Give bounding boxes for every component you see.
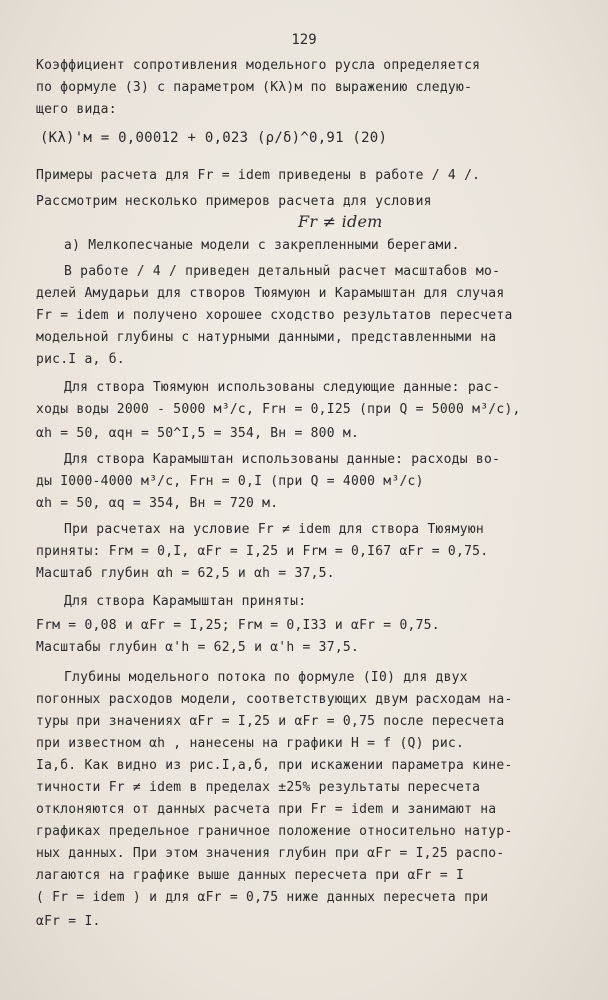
text-line: ходы воды 2000 - 5000 м³/с, Frн = 0,I25 (при Q = 5000 м³/с), [36,402,521,417]
text-line: Fr = idem и получено хорошее сходство результатов пересчета [36,308,513,323]
text-line: Масштаб глубин αh = 62,5 и αh = 37,5. [36,566,335,581]
text-line: Примеры расчета для Fr = idem приведены в работе / 4 /. [36,168,481,183]
formula-line: (Kλ)'м = 0,00012 + 0,023 (ρ/δ)^0,91 (20) [40,130,388,146]
text-line: Frм = 0,08 и αFr = I,25; Frм = 0,I33 и αFr = 0,75. [36,618,440,633]
text-line: лагаются на графике выше данных пересчета при αFr = I [36,868,465,883]
text-line: Глубины модельного потока по формуле (I0) для двух [64,670,468,685]
text-line: модельной глубины с натурными данными, представленными на [36,330,497,345]
text-line: Для створа Тюямуюн использованы следующие данные: рас- [64,380,501,395]
text-line: В работе / 4 / приведен детальный расчет масштабов мо- [64,264,501,279]
text-line: αh = 50, αqн = 50^I,5 = 354, Bн = 800 м. [36,426,360,441]
text-line: туры при значениях αFr = I,25 и αFr = 0,75 после пересчета [36,714,505,729]
section-heading: а) Мелкопесчаные модели с закрепленными берегами. [64,238,460,253]
text-line: Для створа Карамыштан приняты: [64,594,307,609]
handwritten-condition: Fr ≠ idem [298,212,383,231]
text-line: рис.I а, б. [36,352,125,367]
text-line: ( Fr = idem ) и для αFr = 0,75 ниже данных пересчета при [36,890,489,905]
text-line: ных данных. При этом значения глубин при αFr = I,25 распо- [36,846,505,861]
page-number: 129 [291,32,317,48]
text-line: αFr = I. [36,914,101,929]
text-line: Коэффициент сопротивления модельного русла определяется [36,58,481,73]
text-line: по формуле (3) с параметром (Kλ)м по выражению следую- [36,80,473,95]
text-line: Масштабы глубин α'h = 62,5 и α'h = 37,5. [36,640,360,655]
text-line: графиках предельное граничное положение относительно натур- [36,824,513,839]
text-line: Для створа Карамыштан использованы данные: расходы во- [64,452,501,467]
text-line: αh = 50, αq = 354, Bн = 720 м. [36,496,279,511]
text-line: Рассмотрим несколько примеров расчета для условия [36,194,432,209]
text-line: погонных расходов модели, соответствующих двум расходам на- [36,692,513,707]
text-line: при известном αh , нанесены на графики H = f (Q) рис. [36,736,465,751]
text-line: ды I000-4000 м³/с, Frн = 0,I (при Q = 4000 м³/с) [36,474,424,489]
text-line: Iа,б. Как видно из рис.I,а,б, при искажении параметра кине- [36,758,513,773]
text-line: тичности Fr ≠ idem в пределах ±25% результаты пересчета [36,780,481,795]
text-line: щего вида: [36,102,117,117]
text-line: При расчетах на условие Fr ≠ idem для створа Тюямуюн [64,522,484,537]
text-line: отклоняются от данных расчета при Fr = idem и занимают на [36,802,497,817]
text-line: приняты: Frм = 0,I, αFr = I,25 и Frм = 0,I67 αFr = 0,75. [36,544,489,559]
text-line: делей Амударьи для створов Тюямуюн и Карамыштан для случая [36,286,505,301]
